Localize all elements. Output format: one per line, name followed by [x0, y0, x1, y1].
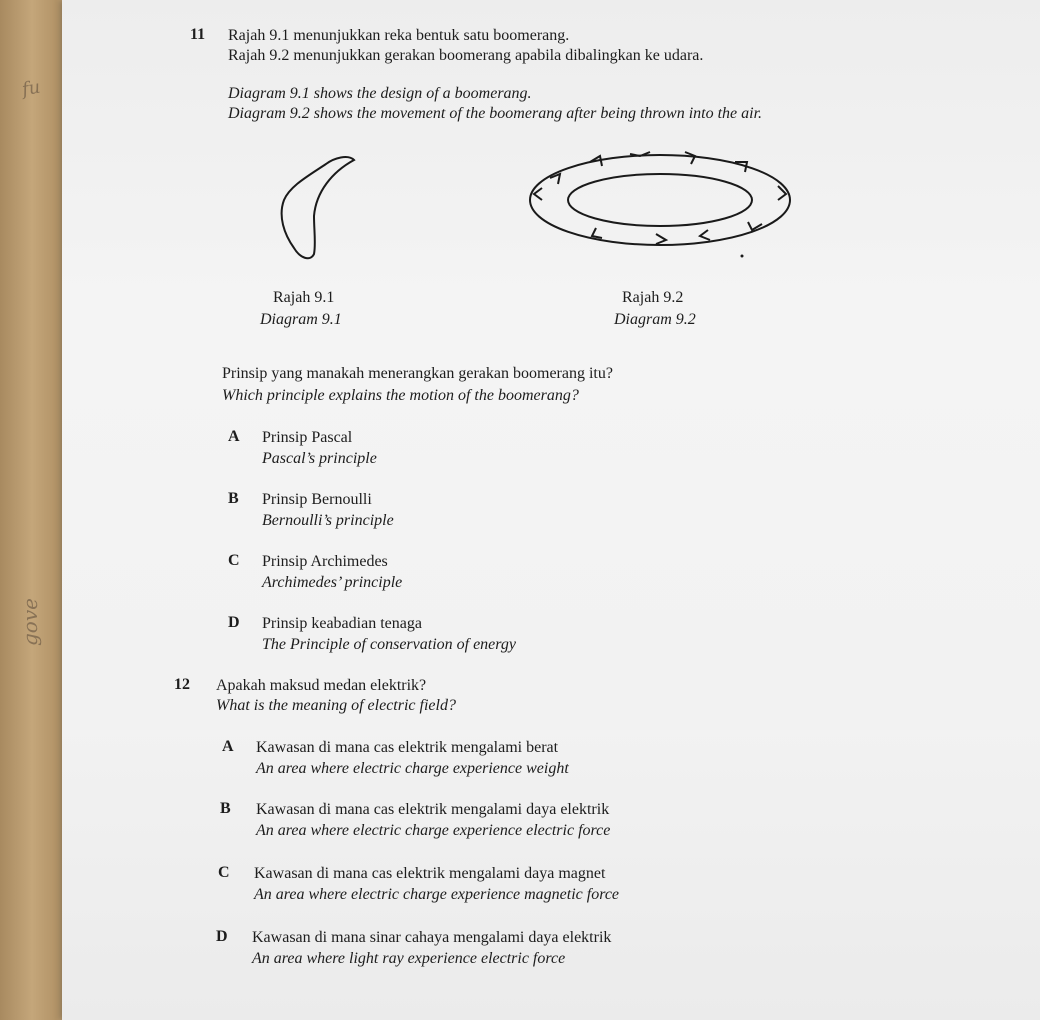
option-text-en: Archimedes’ principle — [262, 574, 403, 591]
option-letter: C — [218, 864, 230, 881]
option-letter: A — [222, 738, 234, 755]
boomerang-design-figure — [270, 150, 370, 270]
boomerang-path-figure — [510, 140, 810, 270]
figure-1-label-en: Diagram 9.1 — [260, 311, 342, 328]
option-text-en: The Principle of conservation of energy — [262, 636, 517, 653]
question-text-en: What is the meaning of electric field? — [216, 697, 456, 714]
question-text-en: Which principle explains the motion of the boomerang? — [222, 387, 579, 404]
option-text-en: Pascal’s principle — [262, 450, 377, 467]
question-number: 11 — [190, 26, 206, 43]
intro-ms-line-2: Rajah 9.2 menunjukkan gerakan boomerang apabila dibalingkan ke udara. — [228, 47, 704, 64]
question-text-ms: Apakah maksud medan elektrik? — [216, 677, 427, 694]
option-text-en: An area where electric charge experience weight — [256, 760, 569, 777]
option-letter: C — [228, 552, 240, 569]
figure-2-label-ms: Rajah 9.2 — [622, 289, 684, 306]
option-text-ms: Kawasan di mana cas elektrik mengalami daya elektrik — [256, 801, 610, 818]
question-text-ms: Prinsip yang manakah menerangkan gerakan boomerang itu? — [222, 365, 613, 382]
option-text-ms: Kawasan di mana sinar cahaya mengalami daya elektrik — [252, 929, 612, 946]
option-text-ms: Prinsip Bernoulli — [262, 491, 372, 508]
handwriting-mark: gove — [17, 598, 42, 646]
option-text-en: An area where light ray experience electric force — [252, 950, 566, 967]
option-letter: A — [228, 428, 240, 445]
intro-ms-line-1: Rajah 9.1 menunjukkan reka bentuk satu boomerang. — [228, 27, 570, 44]
option-text-ms: Prinsip keabadian tenaga — [262, 615, 422, 632]
handwriting-mark: fu — [20, 76, 42, 101]
option-letter: D — [228, 614, 240, 631]
intro-en-line-1: Diagram 9.1 shows the design of a boomerang. — [228, 85, 532, 102]
option-text-ms: Prinsip Pascal — [262, 429, 353, 446]
question-number: 12 — [174, 676, 190, 693]
option-text-ms: Kawasan di mana cas elektrik mengalami daya magnet — [254, 865, 606, 882]
option-letter: B — [228, 490, 239, 507]
figure-2-label-en: Diagram 9.2 — [614, 311, 696, 328]
option-letter: D — [216, 928, 228, 945]
option-text-ms: Prinsip Archimedes — [262, 553, 388, 570]
figure-1-label-ms: Rajah 9.1 — [273, 289, 335, 306]
option-text-en: Bernoulli’s principle — [262, 512, 394, 529]
intro-en-line-2: Diagram 9.2 shows the movement of the boomerang after being thrown into the air. — [228, 105, 763, 122]
option-text-ms: Kawasan di mana cas elektrik mengalami berat — [256, 739, 559, 756]
option-letter: B — [220, 800, 231, 817]
option-text-en: An area where electric charge experience magnetic force — [254, 886, 620, 903]
option-text-en: An area where electric charge experience electric force — [256, 822, 611, 839]
